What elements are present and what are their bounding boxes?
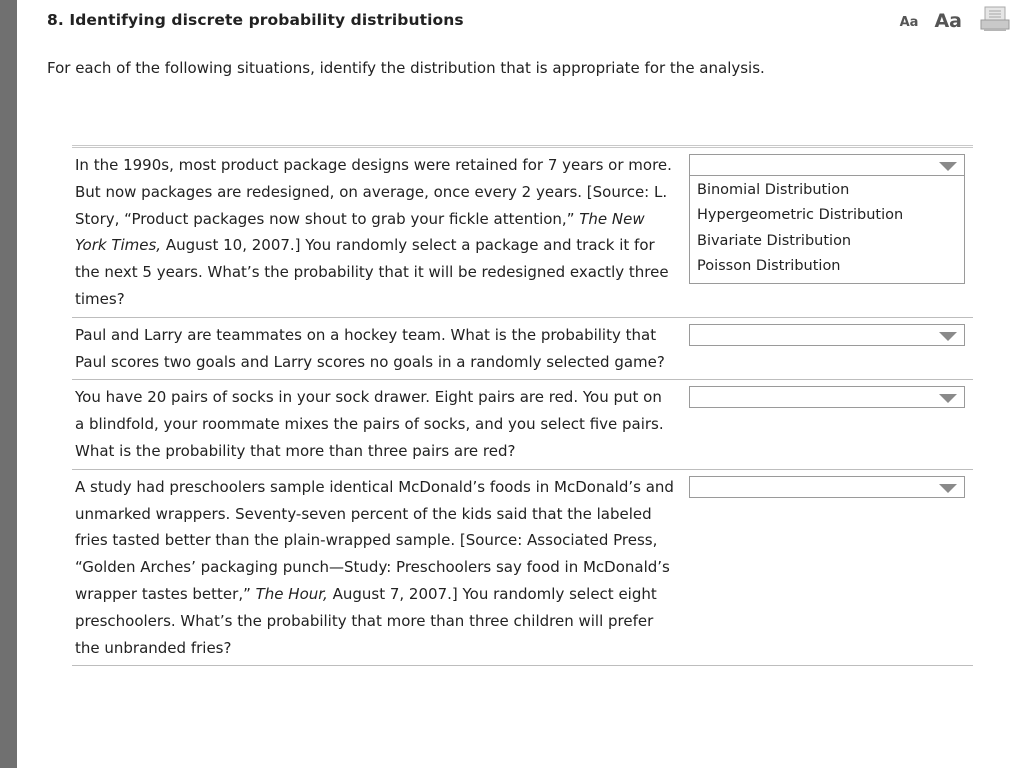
question-4-source: The Hour, [255, 584, 328, 603]
question-text-2: Paul and Larry are teammates on a hockey team. What is the probability that Paul scores two goals and Larry scores no goals in a randomly selected game? [75, 325, 665, 371]
print-icon [980, 6, 1010, 32]
question-row-2 [72, 318, 973, 381]
option-bivariate[interactable]: Bivariate Distribution [697, 232, 852, 249]
question-text-1 [72, 148, 675, 317]
print-button[interactable] [980, 6, 1010, 32]
option-hypergeometric[interactable]: Hypergeometric Distribution [697, 207, 904, 224]
question-text-4-part2: August 7, 2007.] You randomly select eight preschoolers. What’s the probability that more than three children will prefer the unbranded fries? [75, 584, 657, 657]
question-text-3: You have 20 pairs of socks in your sock drawer. Eight pairs are red. You put on a blindfold, your roommate mixes the pairs of socks, and you select five pairs. What is the probability that more than three pairs are red? [75, 388, 664, 460]
question-text-4-part1: A study had preschoolers sample identical McDonald’s foods in McDonald’s and unmarked wrappers. Seventy-seven percent of the kids said that the labeled fries tasted better than the plain-wrapped sample. [Source: Associated Press, “Golden Arches’ packaging punch—Study: Preschoolers say food in McDonald’s wrapper tastes better,” [75, 477, 674, 603]
chevron-down-icon[interactable] [939, 394, 957, 403]
question-row-1 [72, 148, 973, 318]
distribution-select-2-header[interactable] [690, 325, 964, 345]
instructions: For each of the following situations, identify the distribution that is appropriate for the analysis. [47, 59, 765, 77]
question-text-1-part2: August 10, 2007.] You randomly select a package and track it for the next 5 years. What’s the probability that it will be redesigned exactly three times? [75, 236, 669, 308]
chevron-down-icon[interactable] [939, 162, 957, 171]
distribution-select-3[interactable] [689, 386, 965, 408]
distribution-select-2[interactable] [689, 324, 965, 346]
question-row-4 [72, 470, 973, 667]
decrease-font-button[interactable]: Aa [899, 15, 919, 30]
question-row-3 [72, 380, 973, 469]
distribution-select-4[interactable] [689, 476, 965, 498]
distribution-select-1[interactable] [689, 154, 965, 284]
distribution-select-3-header[interactable] [690, 387, 964, 407]
distribution-select-4-header[interactable] [690, 477, 964, 497]
question-table [72, 145, 973, 666]
distribution-options-list [690, 175, 964, 283]
toolbar [900, 6, 1010, 32]
left-frame-bar [0, 0, 17, 768]
option-poisson[interactable]: Poisson Distribution [697, 258, 841, 275]
increase-font-button[interactable]: Aa [934, 10, 962, 32]
page-title: 8. Identifying discrete probability distributions [47, 11, 464, 29]
distribution-select-1-header[interactable] [690, 155, 964, 175]
question-text-4 [72, 470, 675, 666]
option-binomial[interactable]: Binomial Distribution [697, 182, 850, 198]
question-1-source: The New York Times, [75, 209, 645, 255]
chevron-down-icon[interactable] [939, 484, 957, 493]
chevron-down-icon[interactable] [939, 332, 957, 341]
question-text-1-part1: In the 1990s, most product package designs were retained for 7 years or more. But now packages are redesigned, on average, once every 2 years. [Source: L. Story, “Product packages now shout to grab your fickle attention,” [75, 156, 672, 228]
